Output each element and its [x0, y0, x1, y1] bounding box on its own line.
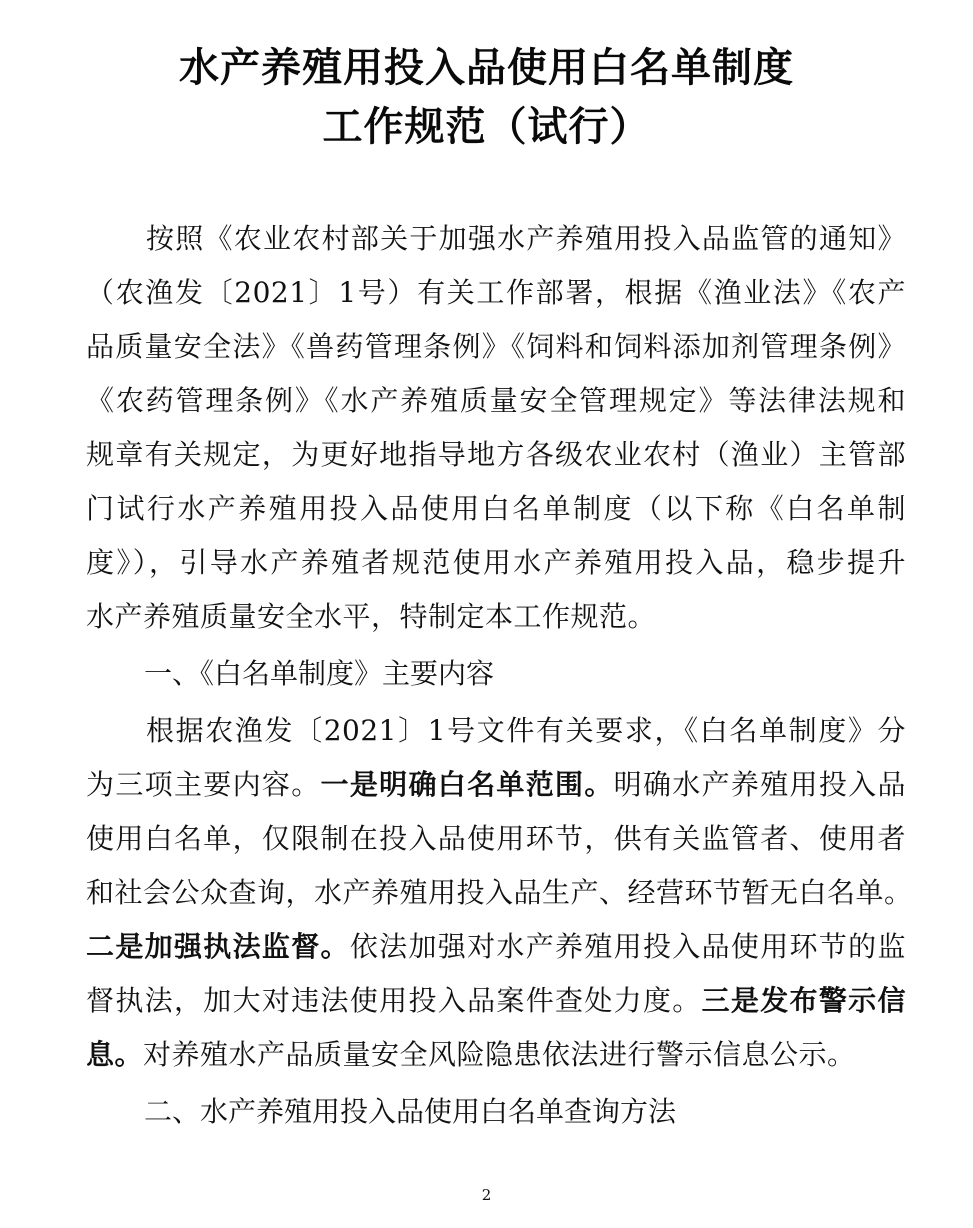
section1-line-1: 根据农渔发〔2021〕1号文件有关要求，《白名单制度》分	[146, 714, 906, 747]
section1-text: 明确水产养殖用投入品	[613, 768, 906, 801]
section1-line-6	[86, 974, 906, 1028]
intro-line-3: 品质量安全法》《兽药管理条例》《饲料和饲料添加剂管理条例》	[86, 330, 906, 363]
page-number: 2	[481, 1186, 492, 1204]
section1-bold-point-1: 一是明确白名单范围。	[320, 768, 614, 801]
intro-line-4: 《农药管理条例》《水产养殖质量安全管理规定》等法律法规和	[86, 384, 906, 417]
intro-line-1: 按照《农业农村部关于加强水产养殖用投入品监管的通知》	[146, 222, 906, 255]
section1-bold-point-3-end: 息。	[86, 1038, 144, 1071]
section1-text: 为三项主要内容。	[86, 768, 321, 801]
section1-text: 对养殖水产品质量安全风险隐患依法进行警示信息公示。	[143, 1038, 856, 1071]
document-title-line2: 工作规范（试行）	[322, 104, 651, 150]
document-title-line1: 水产养殖用投入品使用白名单制度	[179, 45, 794, 91]
section1-bold-point-2: 二是加强执法监督。	[86, 930, 350, 963]
intro-line-6: 门试行水产养殖用投入品使用白名单制度（以下称《白名单制	[86, 492, 906, 525]
section1-line-2	[86, 758, 906, 812]
section1-line-7	[86, 1028, 906, 1082]
intro-line-2: （农渔发〔2021〕1号）有关工作部署，根据《渔业法》《农产	[86, 276, 906, 309]
section1-text: 督执法，加大对违法使用投入品案件查处力度。	[86, 984, 702, 1017]
section1-line-3: 使用白名单，仅限制在投入品使用环节，供有关监管者、使用者	[86, 822, 906, 855]
intro-line-7: 度》），引导水产养殖者规范使用水产养殖用投入品，稳步提升	[86, 546, 906, 579]
section1-bold-point-3: 三是发布警示信	[701, 984, 906, 1017]
intro-line-5: 规章有关规定，为更好地指导地方各级农业农村（渔业）主管部	[86, 438, 906, 471]
section-heading-1: 一、《白名单制度》主要内容	[144, 657, 495, 690]
section1-line-5	[86, 920, 906, 974]
document-body	[86, 212, 913, 1142]
section-heading-2: 二、水产养殖用投入品使用白名单查询方法	[144, 1095, 677, 1128]
section1-text: 依法加强对水产养殖用投入品使用环节的监	[349, 930, 906, 963]
section1-line-4: 和社会公众查询，水产养殖用投入品生产、经营环节暂无白名单。	[86, 876, 913, 909]
intro-line-8: 水产养殖质量安全水平，特制定本工作规范。	[86, 600, 657, 633]
